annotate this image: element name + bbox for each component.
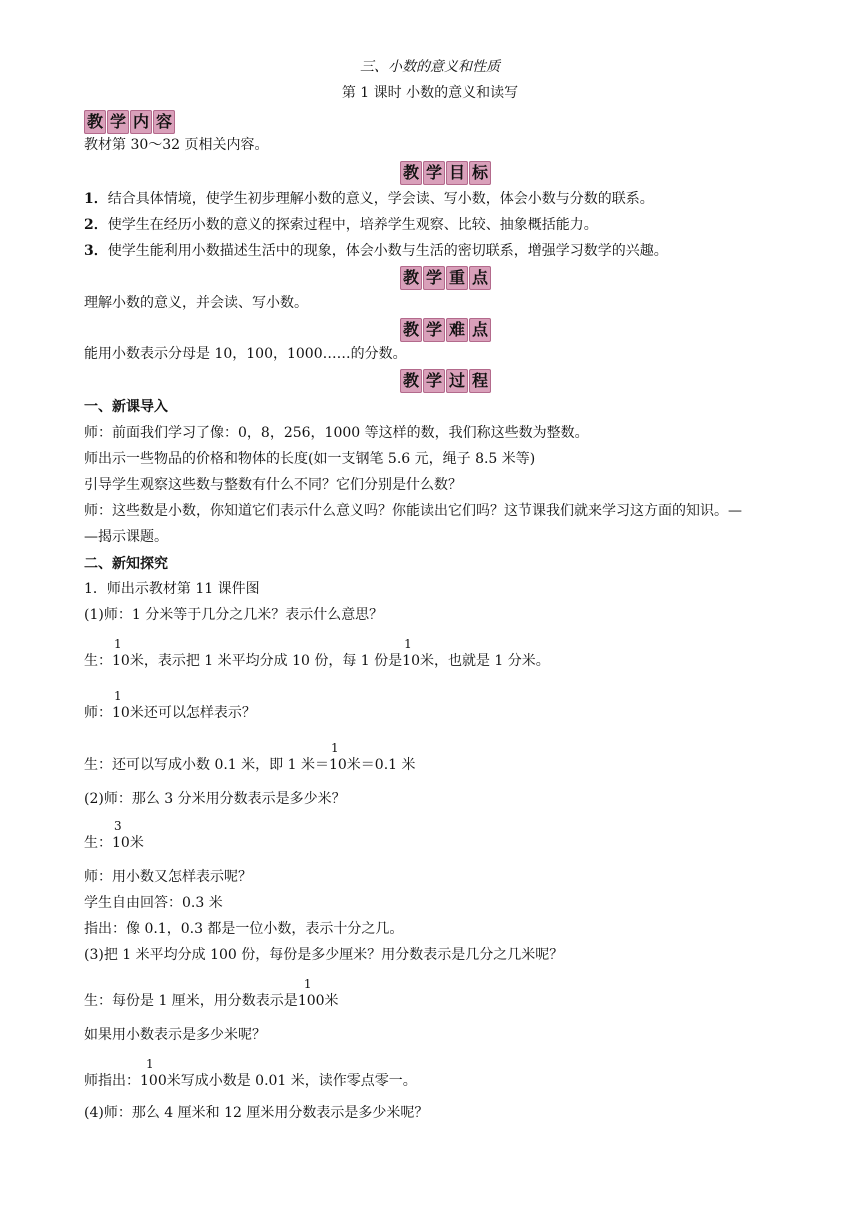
lesson-title: 第 1 课时 小数的意义和读写 bbox=[341, 85, 519, 101]
badge-char: 学 bbox=[423, 161, 445, 185]
badge-char: 学 bbox=[423, 266, 445, 290]
unit-title: 三、小数的意义和性质 bbox=[360, 59, 500, 75]
s1: 生：还可以写成小数 0.1 米，即 1 米＝ 1 10米＝0.1 米 bbox=[84, 741, 416, 773]
badge-char: 教 bbox=[400, 161, 422, 185]
section1-p4b: —揭示课题。 bbox=[84, 529, 168, 545]
badge-content bbox=[84, 110, 175, 134]
section1-heading: 一、新课导入 bbox=[84, 399, 168, 415]
badge-char: 教 bbox=[400, 369, 422, 393]
fraction-numerator: 1 bbox=[114, 637, 122, 651]
q2b: 师：用小数又怎样表示呢？ bbox=[84, 869, 252, 885]
badge-char: 学 bbox=[107, 110, 129, 134]
fraction-numerator: 1 bbox=[330, 741, 339, 755]
q4: (4)师：那么 4 厘米和 12 厘米用分数表示是多少米呢？ bbox=[84, 1105, 429, 1121]
badge-char: 重 bbox=[446, 266, 468, 290]
q2: (2)师：那么 3 分米用分数表示是多少米？ bbox=[84, 791, 346, 807]
a3: 生：每份是 1 厘米，用分数表示是 1 100米 bbox=[84, 977, 339, 1009]
badge-char: 容 bbox=[153, 110, 175, 134]
section1-p3: 引导学生观察这些数与整数有什么不同？它们分别是什么数？ bbox=[84, 477, 462, 493]
goal-1: 1．结合具体情境，使学生初步理解小数的意义，学会读、写小数，体会小数与分数的联系。 bbox=[84, 191, 654, 207]
badge-char: 难 bbox=[446, 318, 468, 342]
badge-char: 学 bbox=[423, 369, 445, 393]
difficulty-text: 能用小数表示分母是 10，100，1000……的分数。 bbox=[84, 346, 407, 362]
badge-char: 标 bbox=[469, 161, 491, 185]
q3: (3)把 1 米平均分成 100 份，每份是多少厘米？用分数表示是几分之几米呢？ bbox=[84, 947, 564, 963]
badge-keypoint bbox=[400, 266, 491, 290]
q3b: 如果用小数表示是多少米呢？ bbox=[84, 1027, 266, 1043]
badge-goals bbox=[400, 161, 491, 185]
badge-char: 内 bbox=[130, 110, 152, 134]
badge-char: 程 bbox=[469, 369, 491, 393]
section1-p4a: 师：这些数是小数，你知道它们表示什么意义吗？你能读出它们吗？这节课我们就来学习这方面的知识。— bbox=[84, 503, 742, 519]
a2: 生： 3 10米 bbox=[84, 819, 144, 851]
badge-char: 教 bbox=[400, 318, 422, 342]
goal-2: 2．使学生在经历小数的意义的探索过程中，培养学生观察、比较、抽象概括能力。 bbox=[84, 217, 598, 233]
badge-difficulty bbox=[400, 318, 491, 342]
section1-p1: 师：前面我们学习了像：0，8，256，1000 等这样的数，我们称这些数为整数。 bbox=[84, 425, 589, 441]
keypoint-text: 理解小数的意义，并会读、写小数。 bbox=[84, 295, 308, 311]
badge-char: 点 bbox=[469, 266, 491, 290]
a2b: 学生自由回答：0.3 米 bbox=[84, 895, 223, 911]
badge-char: 点 bbox=[469, 318, 491, 342]
goal-3: 3．使学生能利用小数描述生活中的现象，体会小数与生活的密切联系，增强学习数学的兴趣。 bbox=[84, 243, 668, 259]
fraction-numerator: 1 bbox=[404, 637, 412, 651]
a1: 生： 1 10米，表示把 1 米平均分成 10 份，每 1 份是 1 10米，也就是 1 分米。 bbox=[84, 637, 550, 669]
fraction-numerator: 1 bbox=[146, 1057, 154, 1071]
badge-char: 过 bbox=[446, 369, 468, 393]
fraction-numerator: 3 bbox=[114, 819, 122, 833]
badge-char: 教 bbox=[400, 266, 422, 290]
section1-p2: 师出示一些物品的价格和物体的长度(如一支钢笔 5.6 元，绳子 8.5 米等) bbox=[84, 451, 536, 467]
badge-char: 学 bbox=[423, 318, 445, 342]
q1: (1)师：1 分米等于几分之几米？表示什么意思？ bbox=[84, 607, 384, 623]
badge-char: 教 bbox=[84, 110, 106, 134]
n3: 师指出： 1 100米写成小数是 0.01 米，读作零点零一。 bbox=[84, 1057, 417, 1089]
fraction-numerator: 1 bbox=[114, 689, 122, 703]
t1: 师： 1 10米还可以怎样表示？ bbox=[84, 689, 256, 721]
content-text: 教材第 30～32 页相关内容。 bbox=[84, 137, 269, 153]
fraction-numerator: 1 bbox=[303, 977, 312, 991]
badge-char: 目 bbox=[446, 161, 468, 185]
note2: 指出：像 0.1，0.3 都是一位小数，表示十分之几。 bbox=[84, 921, 404, 937]
item1: 1．师出示教材第 11 课件图 bbox=[84, 581, 260, 597]
badge-process bbox=[400, 369, 491, 393]
section2-heading: 二、新知探究 bbox=[84, 556, 168, 572]
